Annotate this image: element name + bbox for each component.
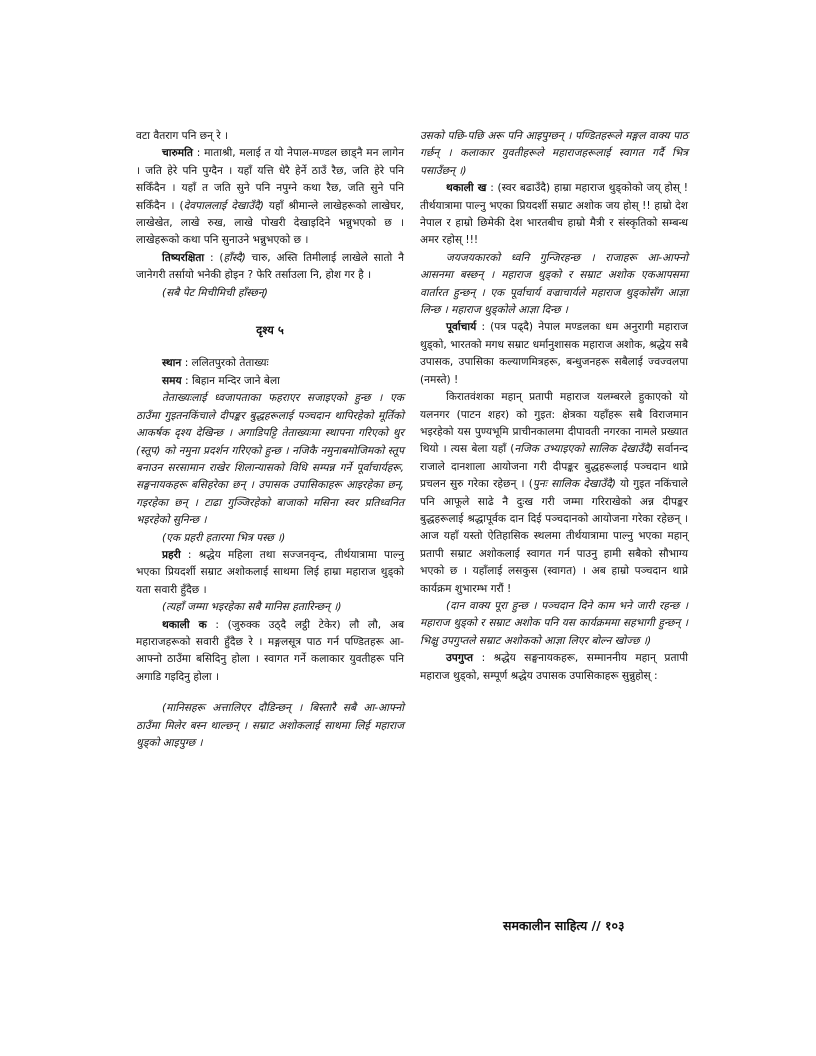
paragraph: वटा वैतराग पनि छन् रे । — [136, 130, 229, 142]
speaker-name: स्थान — [162, 357, 182, 370]
paragraph-text: चारु, अस्ति तिमीलाई लाखेले सातो नै जानेगरी तर्सायो भनेकी होइन ? फेरि तर्साउला नि, होश गर है । — [136, 251, 404, 282]
page-footer: समकालीन साहित्य // १०३ — [503, 918, 625, 933]
stage-direction: हाँस्दै) — [223, 251, 246, 264]
paragraph — [420, 650, 688, 685]
speaker-name: थकाली ख — [446, 182, 487, 195]
speaker-name: थकाली क — [162, 618, 207, 631]
speaker-name: पूर्वाचार्य — [446, 321, 477, 334]
paragraph: (त्यहाँ जम्मा भइरहेका सबै मानिस हतारिन्छन् ।) — [162, 601, 342, 614]
left-column — [136, 128, 404, 752]
paragraph-text: सर्वानन्द राजाले दानशाला आयोजना गरी दीपङ्कर बुद्धहरूलाई पञ्चदान थाप्ने प्रचलन सुरु गरेका रहेछन् । ( — [420, 443, 688, 491]
paragraph-text: : ( — [209, 251, 224, 264]
paragraph — [136, 547, 404, 599]
stage-direction: पुनः सालिक देखाउँदै) — [532, 478, 616, 491]
stage-direction: देवपाललाई देखाउँदै) — [183, 199, 264, 212]
paragraph-text: : श्रद्धेय महिला तथा सज्जनवृन्द, तीर्थयात्रामा पाल्नु भएका प्रियदर्शी सम्राट अशोकलाई साथमा लिई हाम्रा महाराज थुड्को यता सवारी हुँदैछ । — [136, 548, 404, 596]
paragraph — [136, 373, 404, 390]
paragraph-text: : (स्वर बढाउँदै) हाम्रा महाराज थुड्कोको जय् होस् ! तीर्थयात्रामा पाल्नु भएका प्रियदर्शी सम्राट अशोक जय होस् !! हाम्रो देश नेपाल र हाम्रो छिमेकी देश भारतबीच हाम्रो मैत्री र संस्कृतिको सम्बन्ध अमर रहोस् !!! — [420, 182, 689, 247]
paragraph-text: यहाँ श्रीमान्ले लाखेहरूको लाखेघर, लाखेखेत, लाखे रुख, लाखे पोखरी देखाइदिने भन्नुभएको छ । लाखेहरूको कथा पनि सुनाउने भन्नुभएको छ । — [136, 199, 404, 247]
paragraph: तेताख्यःलाई ध्वजापताका फहराएर सजाइएको हुन्छ । एक ठाउँमा गुइतनकिंचाले दीपङ्कर बुद्धहरूलाई पञ्चदान थापिरहेको मूर्तिको आकर्षक दृश्य देखिन्छ । अगाडिपट्टि तेताख्यःमा स्थापना गरिएको थुर (स्तूप) को नमुना प्रदर्शन गरिएको हुन्छ । नजिकै नमुनाबमोजिमको स्तूप बनाउन सरसामान राखेर शिलान्यासको विधि सम्पन्न गर्ने पूर्वाचार्यहरू, सङ्घनायकहरू बसिहरेका छन् । उपासक उपासिकाहरू आइरहेका छन्, गइरहेका छन् । टाढा गुञ्जिरहेको बाजाको मसिना स्वर प्रतिध्वनित भइरहेको सुनिन्छ । — [136, 392, 404, 527]
scene-heading: दृश्य ५ — [256, 323, 284, 338]
paragraph: (मानिसहरू अत्तालिएर दौडिन्छन् । बिस्तारै सबै आ-आफ्नो ठाउँमा मिलेर बस्न थाल्छन् । सम्राट अशोकलाई साथमा लिई महाराज थुड्को आइपुग्छ । — [136, 702, 404, 749]
paragraph-text: : (पत्र पढ्दै) नेपाल मण्डलका धम अनुरागी महाराज थुड्को, भारतको मगध सम्राट धर्मानुशासक महाराज अशोक, श्रद्धेय सबै उपासक, उपासिका कल्याणमित्रहरू, बन्धुजनहरू सबैलाई ज्वज्वलपा (नमस्ते) ! — [420, 321, 688, 386]
speaker-name: चारुमति — [162, 147, 193, 160]
paragraph-gap — [136, 686, 404, 700]
paragraph-text: : माताश्री, मलाई त यो नेपाल-मण्डल छाड्नै मन लागेन । जति हेरे पनि पुग्दैन । यहाँ यत्ति धेरै हेर्ने ठाउँ रैछ, जति हेरे पनि सकिँदैन । यहाँ त जति सुने पनि नपुग्ने कथा रैछ, जति सुने पनि सकिँदैन । ( — [136, 147, 405, 212]
paragraph — [136, 250, 404, 285]
speaker-name: प्रहरी — [162, 548, 181, 561]
paragraph-text: : ललितपुरको तेताख्यः — [184, 357, 269, 370]
paragraph — [420, 319, 688, 389]
paragraph — [136, 355, 404, 372]
paragraph: (एक प्रहरी हतारमा भित्र पस्छ ।) — [162, 531, 286, 544]
paragraph-text: : श्रद्धेय सङ्घनायकहरू, सम्माननीय महान् प्रतापी महाराज थुड्को, सम्पूर्ण श्रद्धेय उपासक उपासिकाहरू सुन्नुहोस् : — [420, 652, 689, 682]
paragraph: जयजयकारको ध्वनि गुन्जिरहन्छ । राजाहरू आ-आफ्नो आसनमा बस्छन् । महाराज थुड्को र सम्राट अशोक एकआपसमा वार्तारत हुन्छन् । एक पूर्वाचार्य वज्राचार्यले महाराज थुड्कोसँग आज्ञा लिन्छ । महाराज थुड्कोले आज्ञा दिन्छ । — [420, 251, 688, 317]
speaker-name: उपगुप्त — [446, 652, 474, 665]
paragraph-text: : बिहान मन्दिर जाने बेला — [185, 374, 280, 387]
speaker-name: तिष्यरक्षिता — [162, 251, 205, 264]
paragraph: (दान वाक्य पूरा हुन्छ । पञ्चदान दिने काम भने जारी रहन्छ । महाराज थुड्को र सम्राट अशोक पनि यस कार्यक्रममा सहभागी हुन्छन् । भिक्षु उपगुप्तले सम्राट अशोकको आज्ञा लिएर बोल्न खोज्छ ।) — [420, 599, 688, 647]
paragraph — [136, 617, 404, 687]
paragraph-text: किरातवंशका महान् प्रतापी महाराज यलम्बरले हुकाएको यो यलनगर (पाटन शहर) को गुइत: क्षेत्रका यहाँहरू सबै विराजमान भइरहेको यस पुण्यभूमि प्राचीनकालमा दीपावती नगरका नामले प्रख्यात थियो । त्यस बेला यहाँ ( — [420, 391, 688, 456]
paragraph — [420, 180, 688, 250]
paragraph: उसको पछि-पछि अरू पनि आइपुग्छन् । पण्डितहरूले मङ्गल वाक्य पाठ गर्छन् । कलाकार युवतीहरूले महाराजहरूलाई स्वागत गर्दै भित्र पसाउँछन् ।) — [420, 130, 688, 177]
stage-direction: नजिक उभ्याइएको सालिक देखाउँदै) — [514, 443, 654, 456]
paragraph: (सबै पेट मिचीमिची हाँस्छन्) — [162, 286, 268, 299]
paragraph-text: यो गुइत नकिंचाले पनि आफूले साढे नै दुःख गरी जम्मा गरिराखेको अन्न दीपङ्कर बुद्धहरूलाई श्रद्धापूर्वक दान दिई पञ्चदानको आयोजना गरेका रहेछन् । आज यहाँ यस्तो ऐतिहासिक स्थलमा तीर्थयात्रामा पाल्नु भएका महान् प्रतापी सम्राट अशोकलाई स्वागत गर्न पाउनु हामी सबैको सौभाग्य भएको छ । यहाँलाई लसकुस (स्वागत) । अब हाम्रो पञ्चदान थाप्ने कार्यक्रम शुभारम्भ गरौं ! — [420, 478, 688, 595]
right-column — [420, 128, 688, 685]
speaker-name: समय — [162, 374, 182, 387]
paragraph — [420, 389, 688, 598]
paragraph-text: : (जुरुक्क उठ्दै लट्ठी टेकेर) लौ लौ, अब महाराजहरूको सवारी हुँदैछ रे । मङ्गलसूत्र पाठ गर्न पण्डितहरू आ-आफ्नो ठाउँमा बसिदिनु होला । स्वागत गर्ने कलाकार युवतीहरू पनि अगाडि गइदिनु होला । — [136, 618, 404, 683]
paragraph — [136, 145, 404, 249]
